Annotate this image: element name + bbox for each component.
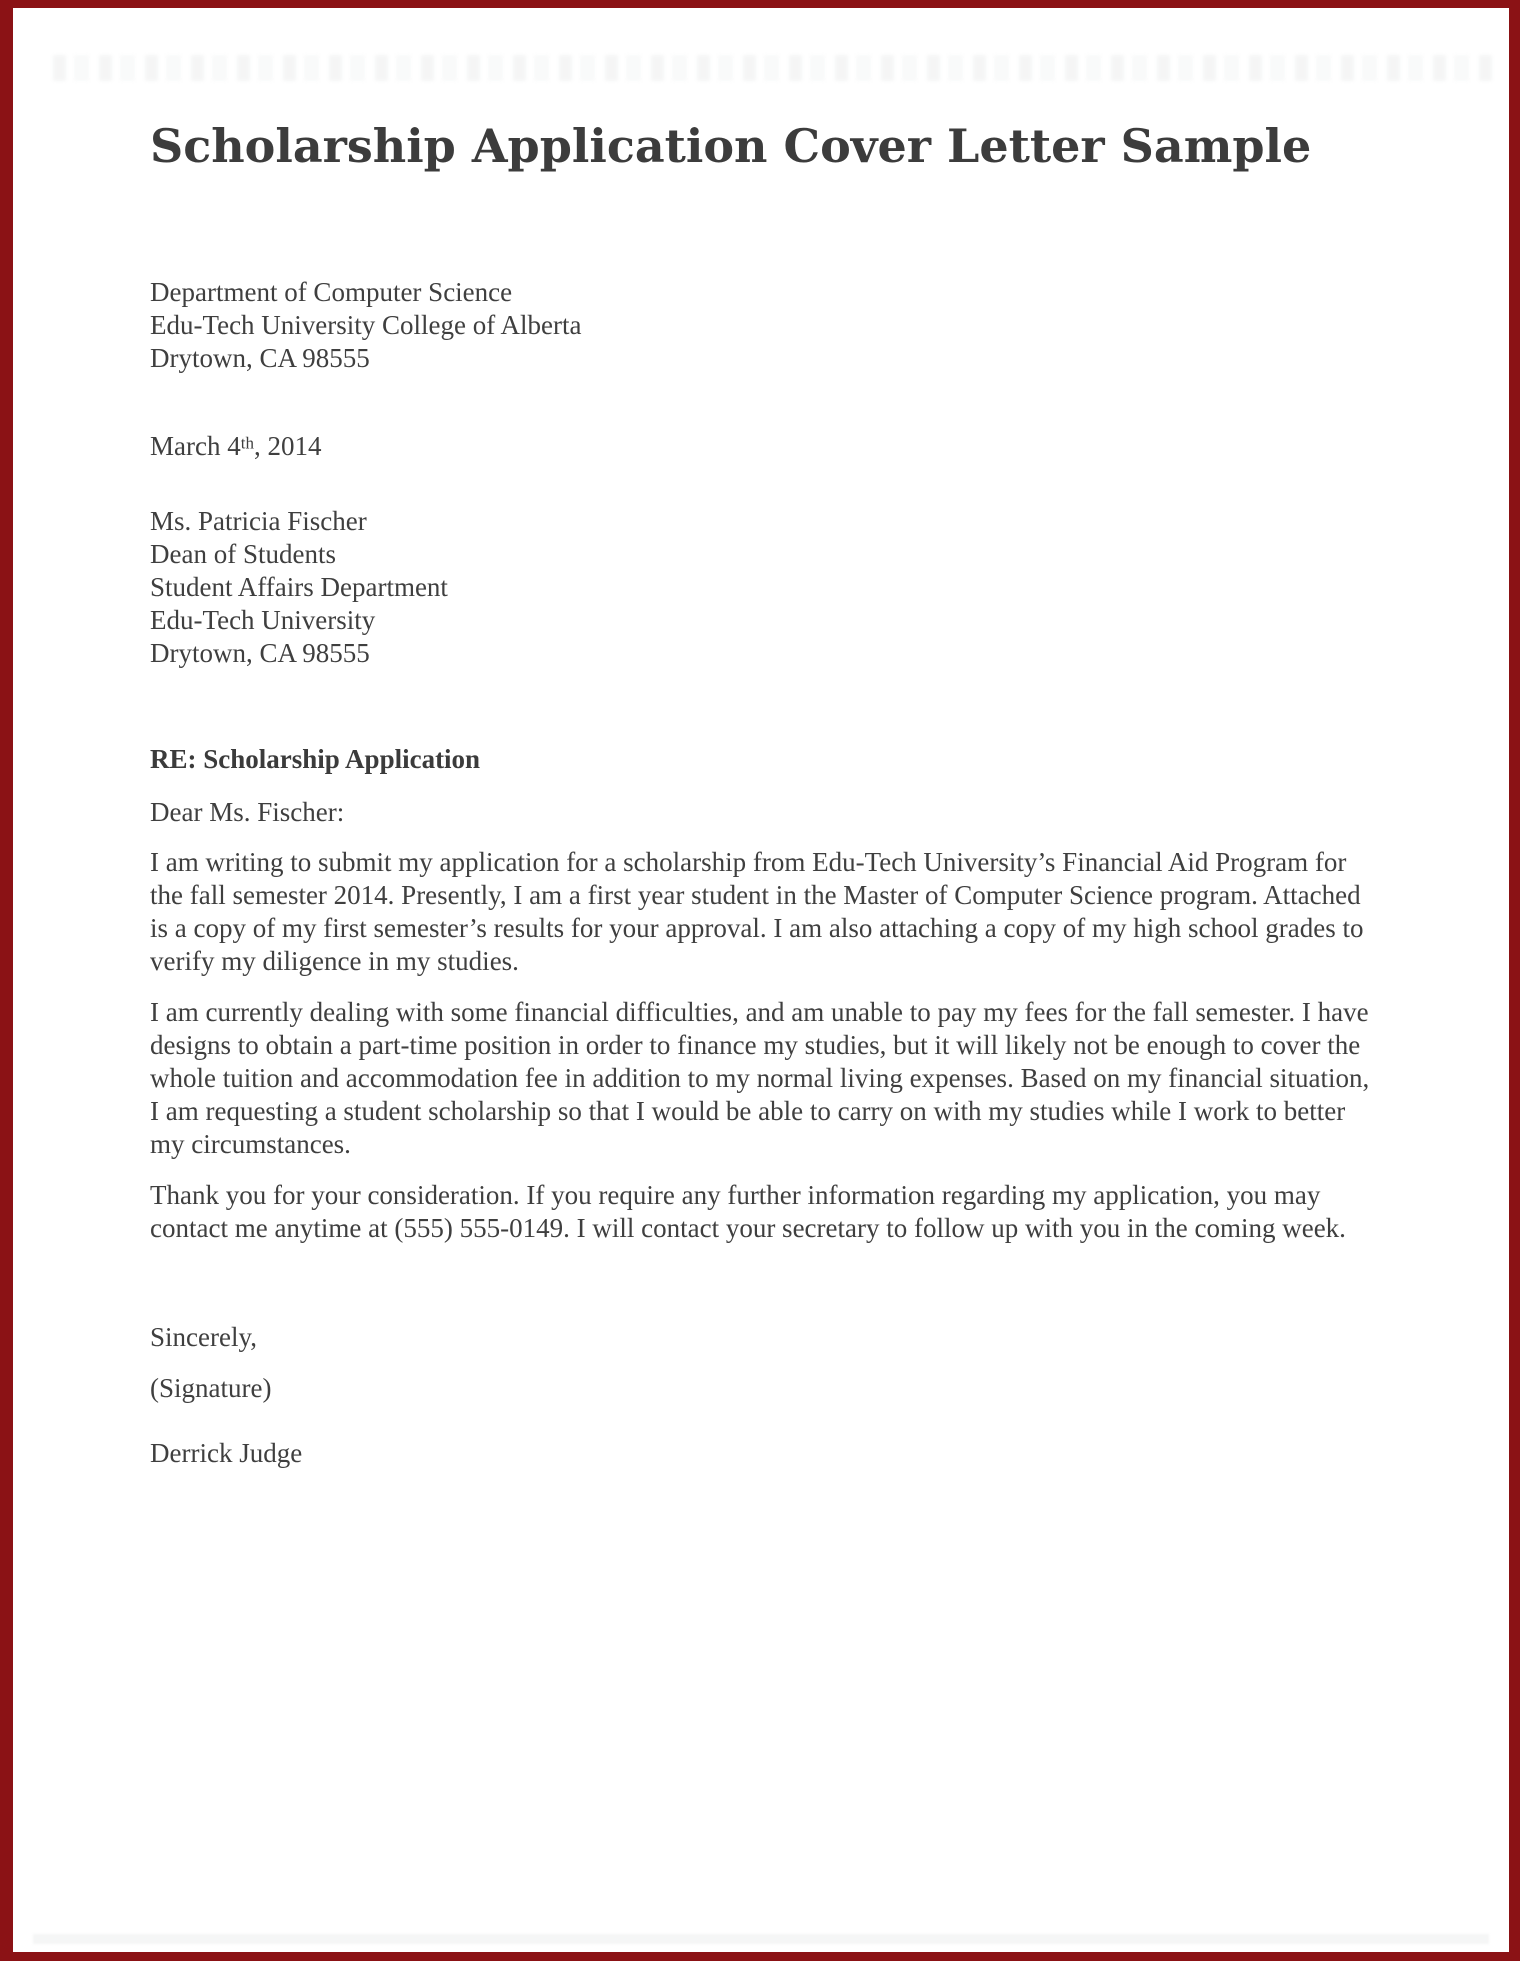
letter-sheet xyxy=(13,8,1509,1952)
sender-address-line: Drytown, CA 98555 xyxy=(150,343,370,373)
sender-address xyxy=(150,276,1370,375)
date-prefix: March 4 xyxy=(150,431,241,461)
sender-address-line: Department of Computer Science xyxy=(150,277,513,307)
body-paragraph: I am currently dealing with some financial difficulties, and am unable to pay my fees for the fall semester. I have designs to obtain a part-time position in order to finance my studies, but it will likely not be enough to cover the whole tuition and accommodation fee in addition to my normal living expenses. Based on my financial situation, I am requesting a student scholarship so that I would be able to carry on with my studies while I work to better my circumstances. xyxy=(150,997,1370,1159)
recipient-address xyxy=(150,505,1370,670)
subject-line: RE: Scholarship Application xyxy=(150,744,481,774)
recipient-address-line: Drytown, CA 98555 xyxy=(150,638,370,668)
signer-name: Derrick Judge xyxy=(150,1438,303,1468)
page-title: Scholarship Application Cover Letter Sample xyxy=(150,119,1312,173)
recipient-address-line: Edu-Tech University xyxy=(150,605,376,635)
body-paragraph: Thank you for your consideration. If you require any further information regarding my application, you may contact me anytime at (555) 555-0149. I will contact your secretary to follow up with you in the coming week. xyxy=(150,1180,1346,1243)
closing: Sincerely, xyxy=(150,1322,257,1352)
letter-content xyxy=(13,8,1509,1470)
date-ordinal: th xyxy=(240,433,254,453)
date-suffix: , 2014 xyxy=(253,431,322,461)
recipient-address-line: Ms. Patricia Fischer xyxy=(150,506,367,536)
signature-placeholder: (Signature) xyxy=(150,1373,272,1403)
date-line xyxy=(150,430,1370,463)
recipient-address-line: Student Affairs Department xyxy=(150,572,448,602)
recipient-address-line: Dean of Students xyxy=(150,539,336,569)
sender-address-line: Edu-Tech University College of Alberta xyxy=(150,310,582,340)
faint-bottom-band xyxy=(33,1934,1489,1944)
body-paragraph: I am writing to submit my application for a scholarship from Edu-Tech University’s Financial Aid Program for the fall semester 2014. Presently, I am a first year student in the Master of Computer Science program. Attached is a copy of my first semester’s results for your approval. I am also attaching a copy of my high school grades to verify my diligence in my studies. xyxy=(150,847,1364,976)
salutation: Dear Ms. Fischer: xyxy=(150,797,345,827)
